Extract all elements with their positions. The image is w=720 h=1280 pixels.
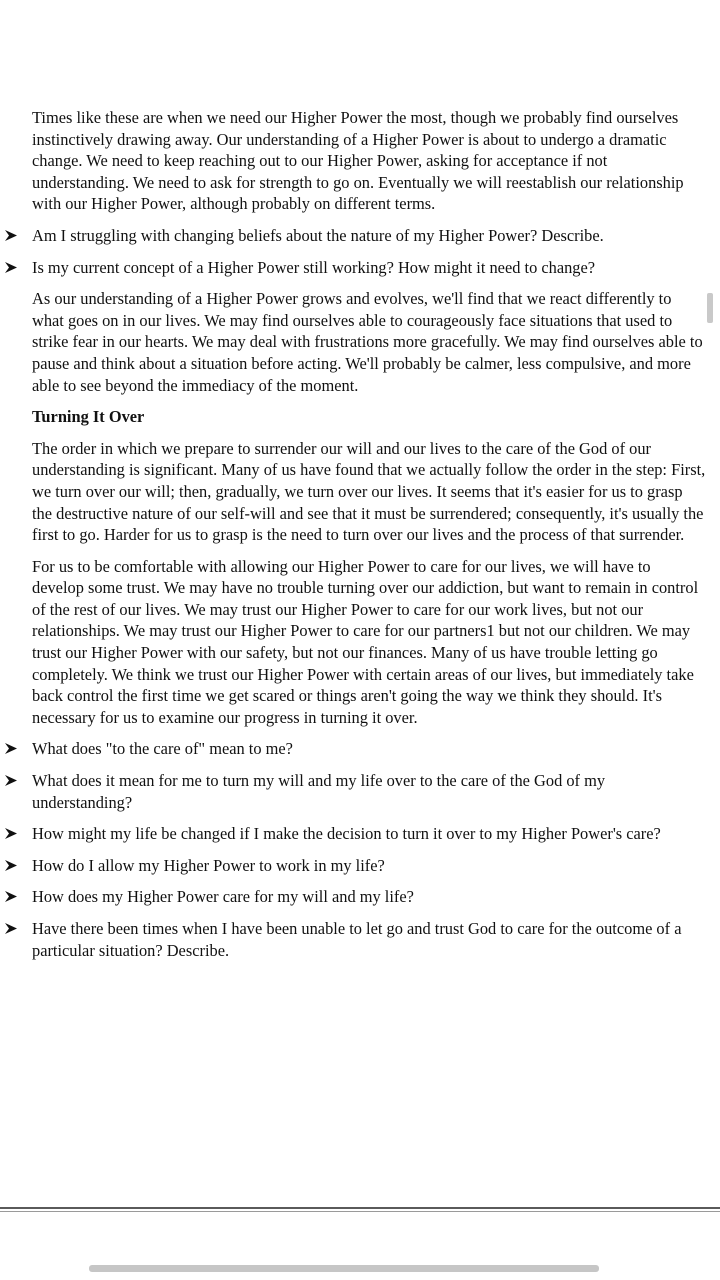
page-divider — [0, 1207, 720, 1209]
paragraph-surrender-order: The order in which we prepare to surrender our will and our lives to the care of the God of our understanding is significant. Many of us have found that we actually follow the order in the step: First, we turn over our will; then, gradually, we turn over our lives. It seems that it's easier for us to grasp the destructive nature of our self-will and see that it must be surrendered; consequently, it's usually the first to go. Harder for us to grasp is the need to turn over our lives and the process of that surrender. — [32, 438, 706, 545]
question-item — [32, 886, 706, 908]
arrowhead-bullet-icon — [3, 225, 19, 246]
arrowhead-bullet-icon — [3, 770, 19, 791]
arrowhead-bullet-icon — [3, 738, 19, 759]
horizontal-scrollbar-thumb[interactable] — [89, 1265, 599, 1272]
question-text: What does "to the care of" mean to me? — [32, 739, 293, 759]
question-text: Is my current concept of a Higher Power still working? How might it need to change? — [32, 257, 596, 277]
section-heading: Turning It Over — [32, 407, 145, 427]
question-text: How do I allow my Higher Power to work in my life? — [32, 855, 385, 875]
arrowhead-bullet-icon — [3, 257, 19, 278]
question-item — [32, 823, 706, 845]
paragraph-understanding-grows: As our understanding of a Higher Power grows and evolves, we'll find that we react differently to what goes on in our lives. We may find ourselves able to courageously face situations that used to strike fear in our hearts. We may deal with frustrations more gracefully. We may find ourselves able to pause and think about a situation before acting. We'll probably be calmer, less compulsive, and more able to see beyond the immediacy of the moment. — [32, 289, 703, 395]
question-text: Am I struggling with changing beliefs about the nature of my Higher Power? Describe. — [32, 225, 604, 245]
question-text: How does my Higher Power care for my will and my life? — [32, 887, 414, 907]
arrowhead-bullet-icon — [3, 886, 19, 907]
arrowhead-bullet-icon — [3, 823, 19, 844]
question-item — [32, 225, 706, 247]
question-text: How might my life be changed if I make the decision to turn it over to my Higher Power's care? — [32, 824, 661, 844]
question-item — [32, 257, 706, 279]
arrowhead-bullet-icon — [3, 918, 19, 939]
paragraph-develop-trust: For us to be comfortable with allowing our Higher Power to care for our lives, we will have to develop some trust. We may have no trouble turning over our addiction, but want to remain in control of the rest of our lives. We may trust our Higher Power to care for our work lives, but not our relationships. We may trust our Higher Power to care for our partners1 but not our children. We may trust our Higher Power with our safety, but not our finances. Many of us have trouble letting go completely. We think we trust our Higher Power with certain areas of our lives, but immediately take back control the first time we get scared or things aren't going the way we think they should. It's necessary for us to examine our progress in turning it over. — [32, 556, 699, 727]
question-item — [32, 918, 706, 961]
paragraph-higher-power-times: Times like these are when we need our Higher Power the most, though we probably find ourselves instinctively drawing away. Our understanding of a Higher Power is about to undergo a dramatic change. We need to keep reaching out to our Higher Power, asking for acceptance if not understanding. We need to ask for strength to go on. Eventually we will reestablish our relationship with our Higher Power, although probably on different terms. — [32, 108, 684, 214]
arrowhead-bullet-icon — [3, 855, 19, 876]
question-text: What does it mean for me to turn my will and my life over to the care of the God of my understanding? — [32, 771, 606, 812]
vertical-scrollbar-thumb[interactable] — [707, 293, 713, 323]
question-text: Have there been times when I have been unable to let go and trust God to care for the outcome of a particular situation? Describe. — [32, 919, 682, 960]
question-item — [32, 738, 706, 760]
document-content — [32, 107, 706, 971]
question-item — [32, 770, 706, 813]
question-item — [32, 855, 706, 877]
page-divider-secondary — [0, 1211, 720, 1212]
